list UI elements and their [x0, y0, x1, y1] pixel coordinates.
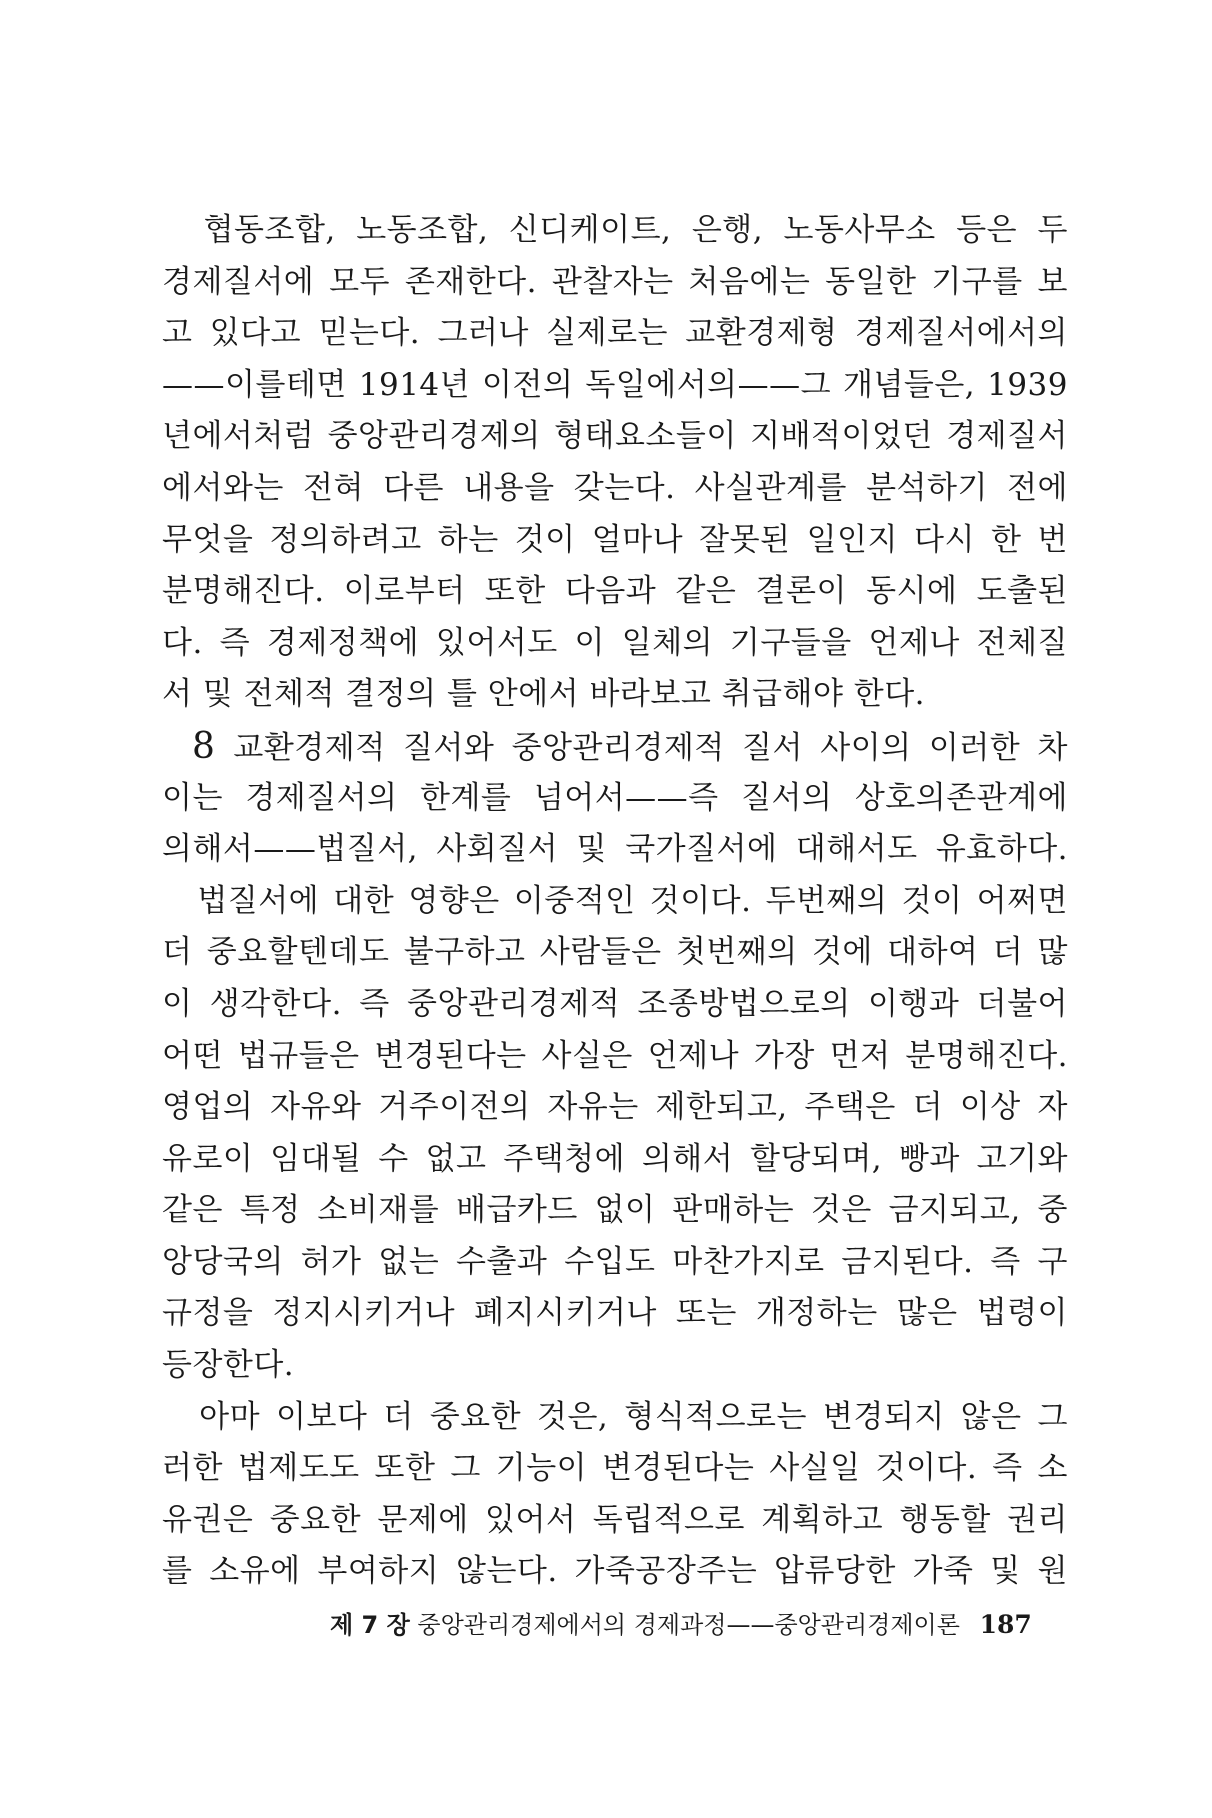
text-line: 유권은 중요한 문제에 있어서 독립적으로 계획하고 행동할 권리 — [162, 1501, 1068, 1538]
text-line: 아마 이보다 더 중요한 것은, 형식적으로는 변경되지 않은 그 — [162, 1398, 1068, 1435]
text-line: 규정을 정지시키거나 폐지시키거나 또는 개정하는 많은 법령이 — [162, 1295, 1068, 1332]
text-line: 법질서에 대한 영향은 이중적인 것이다. 두번째의 것이 어쩌면 — [162, 882, 1068, 919]
footer-title: 중앙관리경제에서의 경제과정——중앙관리경제이론 — [417, 1611, 960, 1639]
text-line: 같은 특정 소비재를 배급카드 없이 판매하는 것은 금지되고, 중 — [162, 1192, 1068, 1229]
text-line: 를 소유에 부여하지 않는다. 가죽공장주는 압류당한 가죽 및 원 — [162, 1553, 1068, 1590]
text-line: 서 및 전체적 결정의 틀 안에서 바라보고 취급해야 한다. — [162, 676, 925, 713]
text-line: 분명해진다. 이로부터 또한 다음과 같은 결론이 동시에 도출된 — [162, 573, 1068, 610]
text-line: 유로이 임대될 수 없고 주택청에 의해서 할당되며, 빵과 고기와 — [162, 1140, 1068, 1177]
text-line: ——이를테면 1914년 이전의 독일에서의——그 개념들은, 1939 — [162, 366, 1068, 403]
page-text-body — [162, 205, 1068, 1598]
text-line: 이는 경제질서의 한계를 넘어서——즉 질서의 상호의존관계에 — [162, 779, 1068, 816]
text-line: 더 중요할텐데도 불구하고 사람들은 첫번째의 것에 대하여 더 많 — [162, 934, 1068, 971]
text-line: 협동조합, 노동조합, 신디케이트, 은행, 노동사무소 등은 두 — [162, 212, 1068, 248]
text-line: 등장한다. — [162, 1347, 295, 1384]
text-line: 경제질서에 모두 존재한다. 관찰자는 처음에는 동일한 기구를 보 — [162, 263, 1068, 300]
text-line: 의해서——법질서, 사회질서 및 국가질서에 대해서도 유효하다. — [162, 831, 1068, 868]
section-first-line-text: 교환경제적 질서와 중앙관리경제적 질서 사이의 이러한 차 — [233, 729, 1068, 766]
text-line: 무엇을 정의하려고 하는 것이 얼마나 잘못된 일인지 다시 한 번 — [162, 521, 1068, 558]
section-number: 8 — [192, 725, 216, 767]
running-footer — [330, 1605, 1070, 1645]
section-first-line — [162, 721, 1068, 773]
text-line: 어떤 법규들은 변경된다는 사실은 언제나 가장 먼저 분명해진다. — [162, 1037, 1068, 1074]
text-line: 앙당국의 허가 없는 수출과 수입도 마찬가지로 금지된다. 즉 구 — [162, 1243, 1068, 1280]
text-line: 년에서처럼 중앙관리경제의 형태요소들이 지배적이었던 경제질서 — [162, 418, 1068, 455]
text-line: 영업의 자유와 거주이전의 자유는 제한되고, 주택은 더 이상 자 — [162, 1089, 1068, 1126]
text-line: 고 있다고 믿는다. 그러나 실제로는 교환경제형 경제질서에서의 — [162, 315, 1068, 352]
text-line: 러한 법제도도 또한 그 기능이 변경된다는 사실일 것이다. 즉 소 — [162, 1450, 1068, 1487]
text-line: 다. 즉 경제정책에 있어서도 이 일체의 기구들을 언제나 전체질 — [162, 624, 1068, 661]
footer-chapter: 제 7 장 — [330, 1611, 410, 1639]
text-line: 이 생각한다. 즉 중앙관리경제적 조종방법으로의 이행과 더불어 — [162, 985, 1068, 1022]
page-number: 187 — [979, 1610, 1032, 1639]
text-line: 에서와는 전혀 다른 내용을 갖는다. 사실관계를 분석하기 전에 — [162, 469, 1068, 506]
